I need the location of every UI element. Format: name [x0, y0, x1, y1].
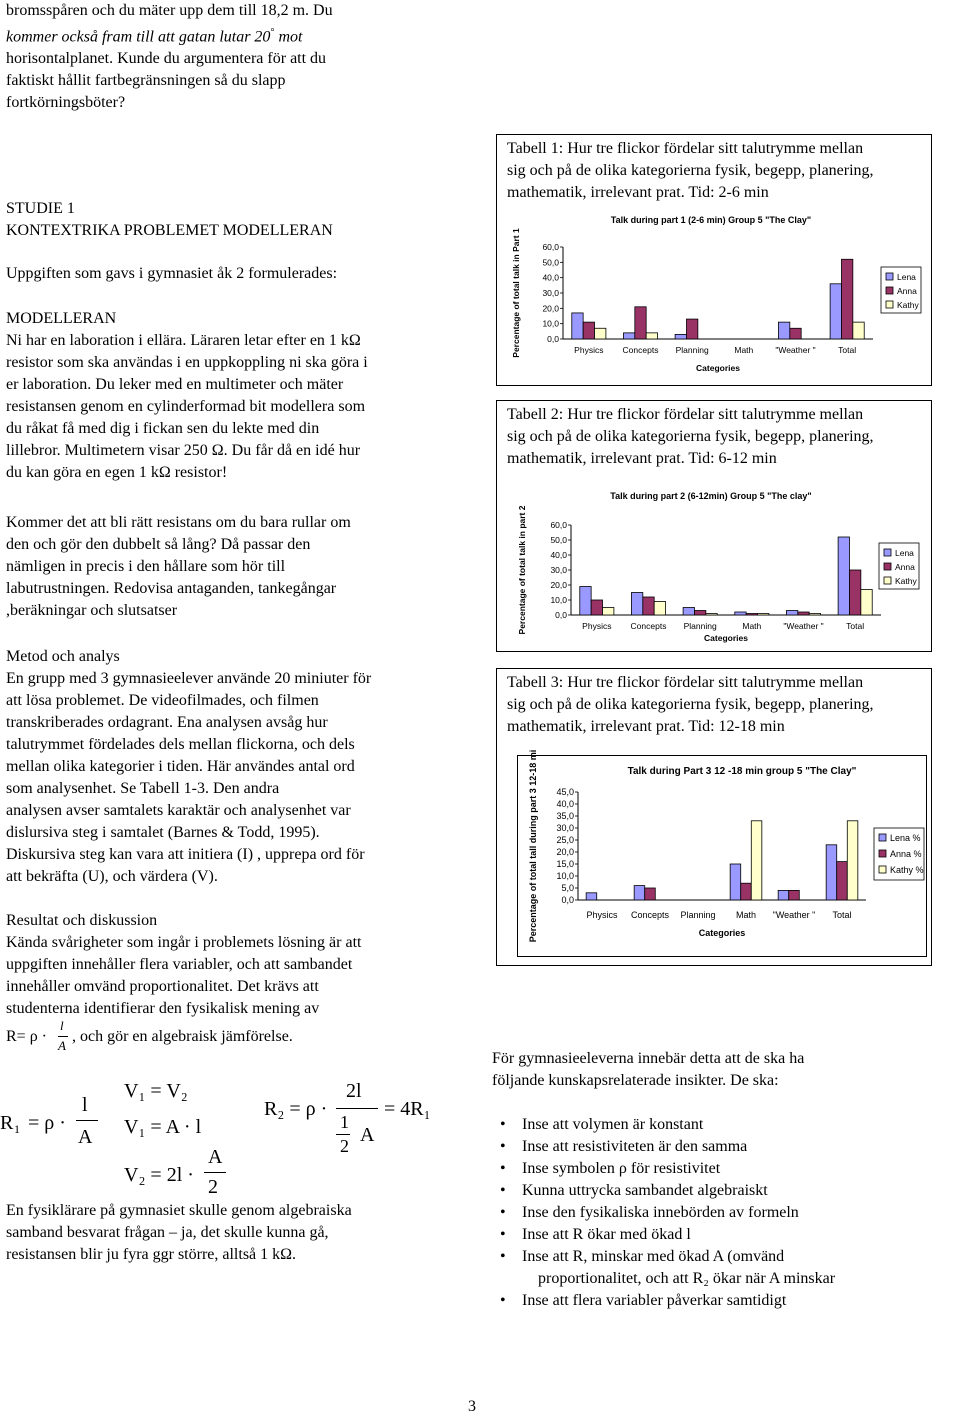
- method-line: En grupp med 3 gymnasieelever använde 20 miniuter för: [6, 670, 372, 687]
- legend-swatch: [884, 549, 891, 556]
- legend-label: Kathy: [897, 300, 919, 310]
- intro-line: kommer också fram till att gatan lutar 20° mot: [6, 27, 303, 46]
- legend-swatch: [886, 287, 893, 294]
- fraction-bar: [58, 1036, 68, 1037]
- x-axis-label: Categories: [698, 928, 746, 938]
- method-line: mellan olika kategorier i tiden. Här användes antal ord: [6, 758, 355, 775]
- inline-resistance-formula: R= ρ · l A , och gör en algebraisk jämförelse.: [6, 1018, 293, 1053]
- study-subheading: KONTEXTRIKA PROBLEMET MODELLERAN: [6, 222, 333, 239]
- method-line: som analysenhet. Se Tabell 1-3. Den andra: [6, 780, 280, 797]
- legend-label: Kathy %: [890, 865, 924, 875]
- question-line: ,beräkningar och slutsatser: [6, 602, 178, 619]
- legend-label: Kathy: [895, 576, 917, 586]
- x-tick-label: Physics: [586, 910, 618, 920]
- method-line: dislursiva steg i samtalet (Barnes & Todd, 1995).: [6, 824, 320, 841]
- y-tick-label: 50,0: [542, 257, 559, 268]
- equation-block: R 1 = ρ · l A V₁ = V₂ V₁ = A · l V₂ = 2l · A 2 R₂ = ρ · 2l 1 2 A = 4R₁: [0, 1080, 431, 1198]
- x-tick-label: Planning: [683, 621, 717, 631]
- bar: [645, 888, 656, 900]
- fraction-bar: [336, 1134, 350, 1135]
- chart1-container: [501, 207, 919, 377]
- chart1: [501, 207, 919, 377]
- task-block: [6, 308, 446, 484]
- question-line: den och gör den dubbelt så lång? Då passar den: [6, 536, 311, 553]
- chart2-container: [501, 481, 915, 645]
- requirements-list: [492, 1114, 942, 1312]
- task-line: resistansen genom en cylinderformad bit modellera som: [6, 398, 366, 415]
- x-tick-label: Math: [734, 345, 754, 355]
- bar: [654, 602, 665, 616]
- bar: [694, 611, 705, 616]
- method-line: talutrymmet fördelades dels mellan flickorna, och dels: [6, 736, 355, 753]
- page-number: 3: [468, 1398, 476, 1415]
- legend-swatch: [886, 273, 893, 280]
- y-tick-label: 20,0: [556, 847, 574, 857]
- y-tick-label: 50,0: [550, 535, 567, 545]
- bar: [837, 862, 848, 900]
- legend-label: Lena %: [890, 833, 921, 843]
- bar: [826, 845, 837, 900]
- bar: [741, 883, 752, 900]
- method-line: transkriberades ordagrant. Ena analysen avsåg hur: [6, 714, 328, 731]
- y-tick-label: 15,0: [556, 859, 574, 869]
- chart-title: Talk during Part 3 12 -18 min group 5 "The Clay": [627, 766, 857, 777]
- bar: [758, 614, 769, 616]
- y-tick-label: 40,0: [542, 272, 559, 283]
- bar: [572, 313, 583, 339]
- legend: [881, 267, 921, 313]
- y-tick-label: 20,0: [542, 303, 559, 314]
- requirements-intro: För gymnasieeleverna innebär detta att de ska ha: [492, 1050, 805, 1067]
- chart3-container: [517, 749, 927, 957]
- y-tick-label: 60,0: [542, 242, 559, 252]
- bar: [646, 333, 657, 339]
- y-tick-label: 60,0: [550, 520, 567, 530]
- x-tick-label: Planning: [675, 345, 709, 355]
- result-heading: Resultat och diskussion: [6, 912, 158, 929]
- table3-box: [496, 668, 932, 966]
- legend-label: Anna: [897, 286, 917, 296]
- table2-box: [496, 400, 932, 652]
- y-tick-label: 20,0: [550, 580, 567, 590]
- bar: [853, 322, 864, 339]
- bar: [778, 322, 789, 339]
- y-tick-label: 40,0: [556, 799, 574, 809]
- legend: [879, 543, 919, 589]
- bar: [586, 893, 597, 900]
- result-line: studenterna identifierar den fysikalisk mening av: [6, 1000, 320, 1017]
- legend-label: Anna: [895, 562, 915, 572]
- bar: [583, 322, 594, 339]
- bar: [861, 590, 872, 616]
- y-tick-label: 35,0: [556, 811, 574, 821]
- bar: [809, 614, 820, 616]
- bar: [643, 597, 654, 615]
- task-line: er laboration. Du leker med en multimeter och mäter: [6, 376, 344, 393]
- conclusion-block: [6, 1200, 446, 1266]
- legend-label: Lena: [897, 272, 916, 282]
- legend: [874, 828, 924, 880]
- x-tick-label: "Weather ": [772, 910, 816, 920]
- bar: [849, 570, 860, 615]
- legend-swatch: [879, 866, 886, 873]
- y-tick-label: 10,0: [556, 871, 574, 881]
- chart2: [501, 481, 915, 645]
- legend-label: Lena: [895, 548, 914, 558]
- intro-line: bromsspåren och du mäter upp dem till 18,2 m. Du: [6, 2, 333, 19]
- table1-box: [496, 134, 932, 386]
- task-line: du råkat få med dig i fickan sen du lekte med din: [6, 420, 320, 437]
- bar: [789, 890, 800, 900]
- list-item: • Inse att resistiviteten är den samma: [492, 1136, 942, 1158]
- chart-title: Talk during part 1 (2-6 min) Group 5 "The Clay": [610, 215, 812, 225]
- requirements-block: [492, 1048, 942, 1312]
- list-item: • Inse att R ökar med ökad l: [492, 1224, 942, 1246]
- y-tick-label: 25,0: [556, 835, 574, 845]
- bar: [746, 614, 757, 616]
- y-tick-label: 0,0: [561, 895, 574, 905]
- intro-paragraph: [6, 0, 446, 114]
- bar: [841, 259, 852, 339]
- y-tick-label: 30,0: [550, 565, 567, 575]
- y-axis-label: Percentage of total talk in Part 1: [511, 228, 521, 358]
- bar: [838, 537, 849, 615]
- intro-line: fortkörningsböter?: [6, 94, 126, 112]
- question-block: [6, 512, 446, 622]
- x-axis-label: Categories: [696, 363, 740, 373]
- y-tick-label: 5,0: [561, 883, 574, 893]
- method-line: att lösa problemet. De videofilmades, och filmen: [6, 692, 319, 709]
- legend-label: Anna %: [890, 849, 922, 859]
- table2-title: Tabell 2: Hur tre flickor fördelar sitt talutrymme mellan sig och på de olika kategorierna fysik, begepp, planering, mathematik, irrelevant prat. Tid: 6-12 min: [507, 406, 874, 467]
- bar: [798, 612, 809, 615]
- method-line: att bekräfta (U), och värdera (V).: [6, 868, 218, 885]
- bar: [751, 821, 762, 900]
- y-axis-label: Percentage of total talk in part 2: [517, 505, 527, 635]
- bar: [634, 886, 645, 900]
- bar: [786, 611, 797, 616]
- result-line: uppgiften innehåller flera variabler, och att sambandet: [6, 956, 353, 973]
- x-tick-label: Concepts: [630, 621, 667, 631]
- chart3: [518, 749, 926, 956]
- x-tick-label: Physics: [574, 345, 604, 355]
- result-block: [6, 910, 446, 1020]
- bar: [591, 600, 602, 615]
- bar: [675, 334, 686, 339]
- conclusion-line: samband besvarat frågan – ja, det skulle kunna gå,: [6, 1224, 329, 1241]
- bar: [595, 328, 606, 339]
- bar: [603, 608, 614, 616]
- task-line: lillebror. Multimetern visar 250 Ω. Du får då en idé hur: [6, 442, 361, 459]
- bar: [623, 333, 634, 339]
- method-line: Diskursiva steg kan vara att initiera (I) , upprepa ord för: [6, 846, 365, 863]
- bar: [790, 328, 801, 339]
- intro-line: faktiskt hållit fartbegränsningen så du slapp: [6, 72, 286, 90]
- bar: [847, 821, 858, 900]
- table3-title: Tabell 3: Hur tre flickor fördelar sitt talutrymme mellan sig och på de olika kategorierna fysik, begepp, planering, mathematik, irrelevant prat. Tid: 12-18 min: [507, 674, 874, 735]
- list-item: • Inse den fysikaliska innebörden av formeln: [492, 1202, 942, 1224]
- bar: [580, 587, 591, 616]
- result-line: Kända svårigheter som ingår i problemets lösning är att: [6, 934, 362, 951]
- x-tick-label: "Weather ": [783, 621, 824, 631]
- bar: [735, 612, 746, 615]
- intro-line: horisontalplanet. Kunde du argumentera för att du: [6, 50, 327, 68]
- x-tick-label: Physics: [582, 621, 612, 631]
- fraction-bar: [204, 1172, 226, 1173]
- x-tick-label: Concepts: [630, 910, 670, 920]
- list-item: • Inse att R, minskar med ökad A (omvänd proportionalitet, och att R₂ ökar när A minskar: [492, 1246, 942, 1290]
- y-tick-label: 30,0: [556, 823, 574, 833]
- task-intro: Uppgiften som gavs i gymnasiet åk 2 formulerades:: [6, 265, 338, 282]
- y-axis-label: Percentage of total tall during part 3 12-18 mi: [528, 749, 538, 943]
- bar: [730, 864, 741, 900]
- question-line: labutrustningen. Redovisa antaganden, tankegångar: [6, 580, 337, 597]
- y-tick-label: 0,0: [555, 610, 567, 620]
- bar: [686, 319, 697, 339]
- chart-title: Talk during part 2 (6-12min) Group 5 "The clay": [610, 491, 812, 501]
- task-line: du kan göra en egen 1 kΩ resistor!: [6, 464, 228, 481]
- x-tick-label: Total: [846, 621, 865, 631]
- x-tick-label: Total: [832, 910, 852, 920]
- legend-swatch: [879, 850, 886, 857]
- y-tick-label: 10,0: [542, 318, 559, 329]
- conclusion-line: resistansen blir ju fyra ggr större, alltså 1 kΩ.: [6, 1246, 297, 1263]
- x-axis-label: Categories: [704, 633, 748, 643]
- result-line: innehåller omvänd proportionalitet. Det krävs att: [6, 978, 319, 995]
- y-tick-label: 45,0: [556, 787, 574, 797]
- legend-swatch: [879, 834, 886, 841]
- x-tick-label: Total: [838, 345, 857, 355]
- task-heading: MODELLERAN: [6, 310, 117, 327]
- fraction-bar: [76, 1120, 98, 1121]
- task-line: resistor som ska användas i en uppkoppling ni ska göra i: [6, 354, 368, 371]
- table1-title: Tabell 1: Hur tre flickor fördelar sitt talutrymme mellan sig och på de olika kategorierna fysik, begepp, planering, mathematik, irrelevant prat. Tid: 2-6 min: [507, 140, 874, 201]
- list-item: • Inse att flera variabler påverkar samtidigt: [492, 1290, 942, 1312]
- y-tick-label: 10,0: [550, 595, 567, 605]
- study-heading: STUDIE 1: [6, 200, 75, 217]
- list-item: • Kunna uttrycka sambandet algebraiskt: [492, 1180, 942, 1202]
- task-line: Ni har en laboration i ellära. Läraren letar efter en 1 kΩ: [6, 332, 361, 349]
- fraction-bar: [336, 1108, 378, 1109]
- bar: [706, 614, 717, 616]
- y-tick-label: 40,0: [550, 550, 567, 560]
- bar: [683, 608, 694, 616]
- list-item: • Inse att volymen är konstant: [492, 1114, 942, 1136]
- legend-swatch: [884, 577, 891, 584]
- method-block: [6, 646, 446, 888]
- legend-swatch: [886, 301, 893, 308]
- question-line: nämligen in precis i den hållare som hör till: [6, 558, 286, 575]
- question-line: Kommer det att bli rätt resistans om du bara rullar om: [6, 514, 351, 531]
- bar: [631, 593, 642, 616]
- method-heading: Metod och analys: [6, 648, 120, 665]
- method-line: analysen avser samtalets karaktär och analysenhet var: [6, 802, 351, 819]
- study-heading-block: [6, 198, 446, 242]
- list-item: • Inse symbolen ρ för resistivitet: [492, 1158, 942, 1180]
- x-tick-label: "Weather ": [775, 345, 816, 355]
- y-tick-label: 30,0: [542, 288, 559, 298]
- requirements-intro: följande kunskapsrelaterade insikter. De ska:: [492, 1072, 779, 1089]
- x-tick-label: Concepts: [622, 345, 659, 355]
- x-tick-label: Planning: [680, 910, 716, 920]
- bar: [635, 307, 646, 339]
- x-tick-label: Math: [735, 910, 757, 920]
- bar: [830, 284, 841, 339]
- legend-swatch: [884, 563, 891, 570]
- conclusion-line: En fysiklärare på gymnasiet skulle genom algebraiska: [6, 1202, 352, 1219]
- x-tick-label: Math: [742, 621, 762, 631]
- bar: [778, 890, 789, 900]
- y-tick-label: 0,0: [547, 334, 559, 344]
